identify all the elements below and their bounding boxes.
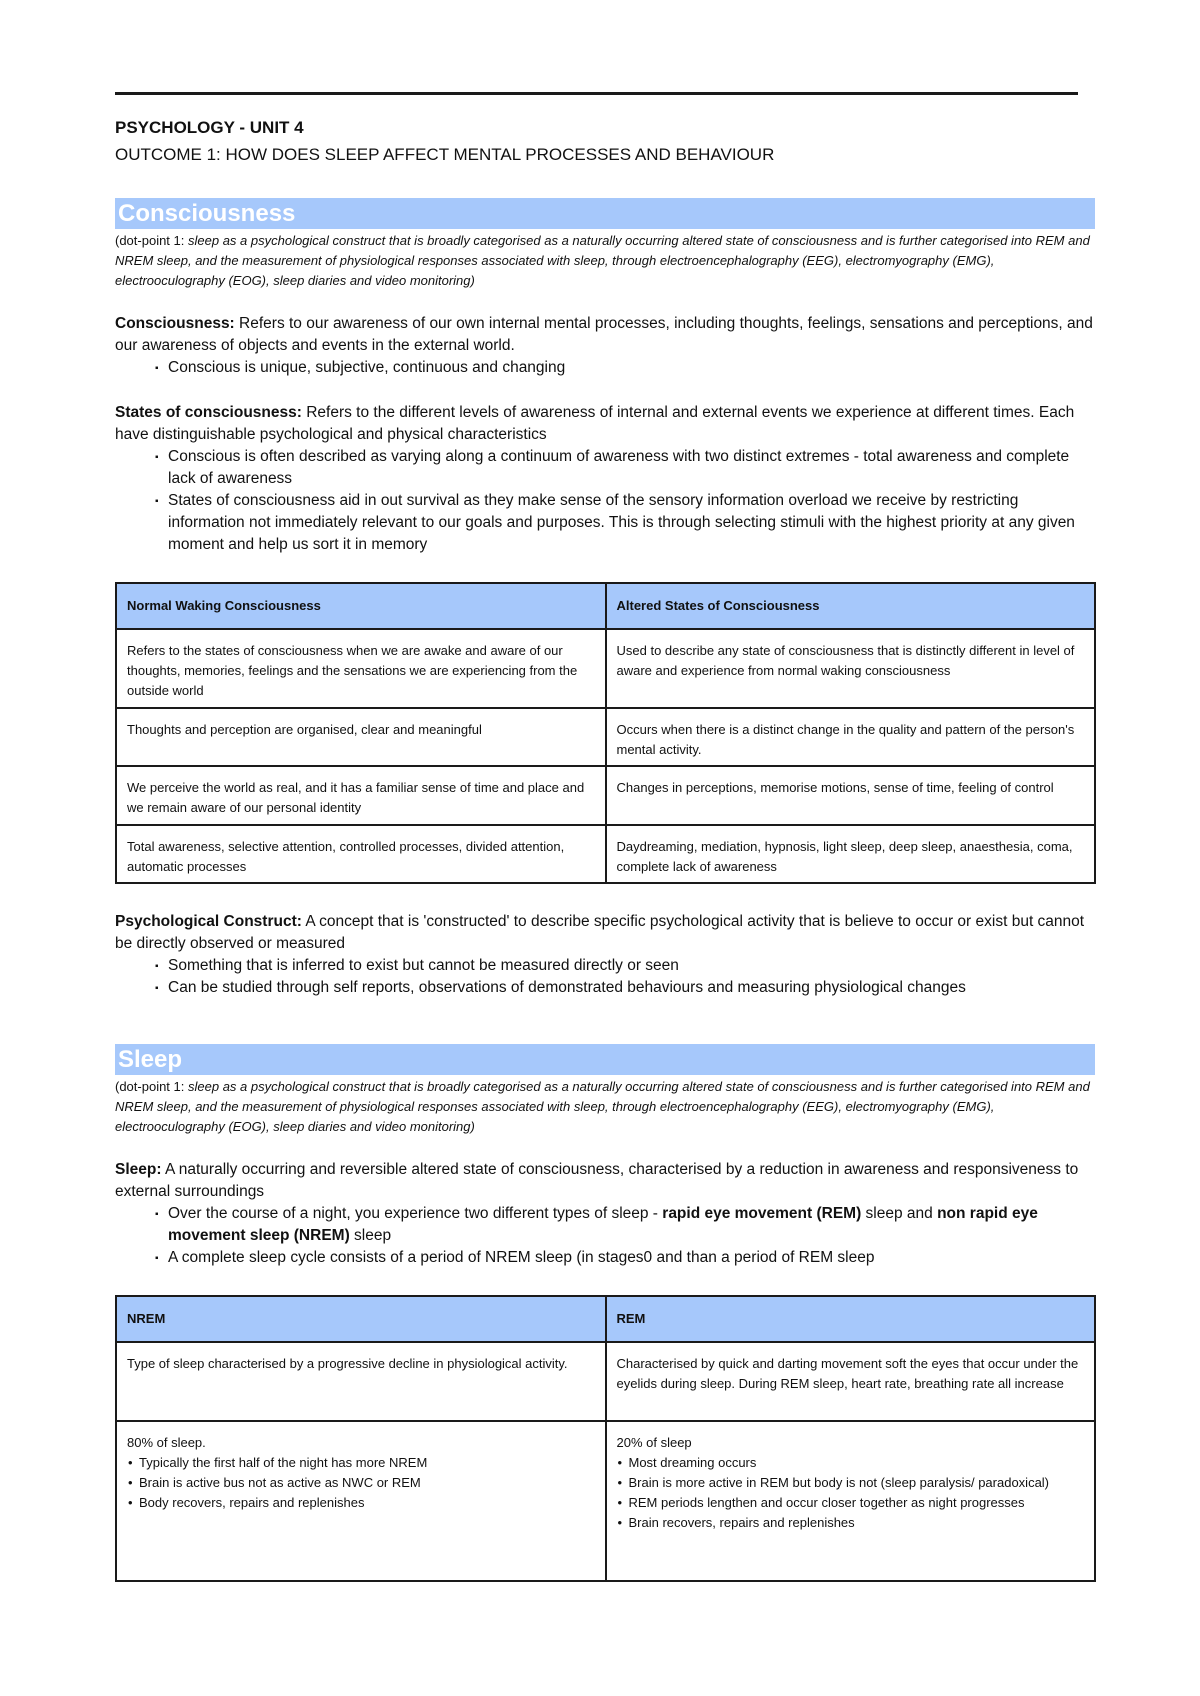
- dot-point-note: [115, 231, 1095, 291]
- list-item: • Brain is more active in REM but body is not (sleep paralysis/ paradoxical): [617, 1473, 1085, 1493]
- construct-bullets: [155, 955, 1095, 999]
- list-item: ▪ Can be studied through self reports, observations of demonstrated behaviours and measuring physiological changes: [155, 977, 1095, 999]
- bullet-text: Over the course of a night, you experience two different types of sleep -: [168, 1205, 663, 1222]
- consciousness-comparison-table: [115, 582, 1096, 884]
- section-heading-sleep: Sleep: [115, 1044, 1095, 1075]
- table-header-row: [116, 1296, 1095, 1342]
- table-cell: Total awareness, selective attention, controlled processes, divided attention, automatic processes: [116, 825, 606, 883]
- table-header-cell: Normal Waking Consciousness: [116, 583, 606, 629]
- table-cell: Used to describe any state of consciousness that is distinctly different in level of aware and experience from normal waking consciousness: [606, 629, 1096, 708]
- bullet-text: sleep and: [861, 1205, 938, 1222]
- table-row: [116, 766, 1095, 825]
- nrem-points: [127, 1453, 595, 1513]
- table-header-cell: Altered States of Consciousness: [606, 583, 1096, 629]
- table-cell: We perceive the world as real, and it has a familiar sense of time and place and we remain aware of our personal identity: [116, 766, 606, 825]
- list-item: [155, 1203, 1095, 1247]
- list-item: ▪ Conscious is often described as varying along a continuum of awareness with two distinct extremes - total awareness and complete lack of awareness: [155, 446, 1095, 490]
- table-cell: Changes in perceptions, memorise motions, sense of time, feeling of control: [606, 766, 1096, 825]
- table-row: [116, 629, 1095, 708]
- document-title: PSYCHOLOGY - UNIT 4: [115, 118, 304, 137]
- list-item: ▪ Something that is inferred to exist but cannot be measured directly or seen: [155, 955, 1095, 977]
- table-header-cell: REM: [606, 1296, 1096, 1342]
- definition-psychological-construct: [115, 911, 1095, 955]
- dot-point-text: sleep as a psychological construct that is broadly categorised as a naturally occurring altered state of consciousness and is further categorised into REM and NREM sleep, and the measurement of physiological responses associated with sleep, through electroencephalography (EEG), electromyography (EMG), electrooculography (EOG), sleep diaries and video monitoring): [115, 233, 1090, 288]
- states-bullets: [155, 446, 1095, 556]
- list-item: ▪ A complete sleep cycle consists of a period of NREM sleep (in stages0 and than a period of REM sleep: [155, 1247, 1095, 1269]
- list-item: • Brain recovers, repairs and replenishes: [617, 1513, 1085, 1533]
- definition-text: Refers to the different levels of awareness of internal and external events we experience at different times. Each have distinguishable psychological and physical characteristics: [115, 404, 1075, 443]
- list-item: ▪ States of consciousness aid in out survival as they make sense of the sensory information overload we receive by restricting information not immediately relevant to our goals and purposes. This is through selecting stimuli with the highest priority at any given moment and help us sort it in memory: [155, 490, 1095, 556]
- table-cell: Daydreaming, mediation, hypnosis, light sleep, deep sleep, anaesthesia, coma, complete lack of awareness: [606, 825, 1096, 883]
- definition-term: Psychological Construct:: [115, 913, 302, 930]
- table-header-cell: NREM: [116, 1296, 606, 1342]
- table-row: [116, 708, 1095, 766]
- table-row: [116, 1342, 1095, 1421]
- table-cell: Refers to the states of consciousness when we are awake and aware of our thoughts, memories, feelings and the sensations we are experiencing from the outside world: [116, 629, 606, 708]
- table-cell: Thoughts and perception are organised, clear and meaningful: [116, 708, 606, 766]
- document-subtitle: OUTCOME 1: HOW DOES SLEEP AFFECT MENTAL PROCESSES AND BEHAVIOUR: [115, 145, 775, 164]
- dot-point-text: sleep as a psychological construct that is broadly categorised as a naturally occurring altered state of consciousness and is further categorised into REM and NREM sleep, and the measurement of physiological responses associated with sleep, through electroencephalography (EEG), electromyography (EMG), electrooculography (EOG), sleep diaries and video monitoring): [115, 1079, 1090, 1134]
- definition-term: Consciousness:: [115, 315, 235, 332]
- sleep-comparison-table: [115, 1295, 1096, 1582]
- section-heading-consciousness: Consciousness: [115, 198, 1095, 229]
- list-item: • Body recovers, repairs and replenishes: [127, 1493, 595, 1513]
- table-cell: Occurs when there is a distinct change in the quality and pattern of the person's mental activity.: [606, 708, 1096, 766]
- definition-states-of-consciousness: [115, 402, 1095, 446]
- definition-sleep: [115, 1159, 1095, 1203]
- rem-points: [617, 1453, 1085, 1533]
- list-item: ▪ Conscious is unique, subjective, continuous and changing: [155, 357, 1095, 379]
- table-cell-rem: [606, 1421, 1096, 1581]
- bullet-text: sleep: [349, 1227, 392, 1244]
- header-rule: [115, 92, 1078, 95]
- definition-text: Refers to our awareness of our own internal mental processes, including thoughts, feelings, sensations and perceptions, and our awareness of objects and events in the external world.: [115, 315, 1093, 354]
- table-cell-nrem: [116, 1421, 606, 1581]
- table-cell: Characterised by quick and darting movement soft the eyes that occur under the eyelids during sleep. During REM sleep, heart rate, breathing rate all increase: [606, 1342, 1096, 1421]
- definition-consciousness: [115, 313, 1095, 357]
- table-row: [116, 1421, 1095, 1581]
- list-item: • Typically the first half of the night has more NREM: [127, 1453, 595, 1473]
- definition-term: States of consciousness:: [115, 404, 302, 421]
- definition-text: A naturally occurring and reversible altered state of consciousness, characterised by a reduction in awareness and responsiveness to external surroundings: [115, 1161, 1079, 1200]
- list-item: • Most dreaming occurs: [617, 1453, 1085, 1473]
- table-header-row: [116, 583, 1095, 629]
- bullet-emphasis: non rapid eye movement sleep (NREM): [168, 1205, 1038, 1244]
- list-item: • Brain is active bus not as active as NWC or REM: [127, 1473, 595, 1493]
- list-item: • REM periods lengthen and occur closer together as night progresses: [617, 1493, 1085, 1513]
- dot-point-prefix: (dot-point 1:: [115, 1079, 188, 1094]
- dot-point-note: [115, 1077, 1095, 1137]
- definition-term: Sleep:: [115, 1161, 162, 1178]
- nrem-percentage: 80% of sleep.: [127, 1435, 206, 1450]
- consciousness-bullets: [155, 357, 1095, 379]
- rem-percentage: 20% of sleep: [616, 1435, 692, 1450]
- dot-point-prefix: (dot-point 1:: [115, 233, 188, 248]
- definition-text: A concept that is 'constructed' to describe specific psychological activity that is believe to occur or exist but cannot be directly observed or measured: [115, 913, 1085, 952]
- sleep-bullets: [155, 1203, 1095, 1269]
- bullet-emphasis: rapid eye movement (REM): [662, 1205, 862, 1222]
- table-cell: Type of sleep characterised by a progressive decline in physiological activity.: [116, 1342, 606, 1421]
- table-row: [116, 825, 1095, 883]
